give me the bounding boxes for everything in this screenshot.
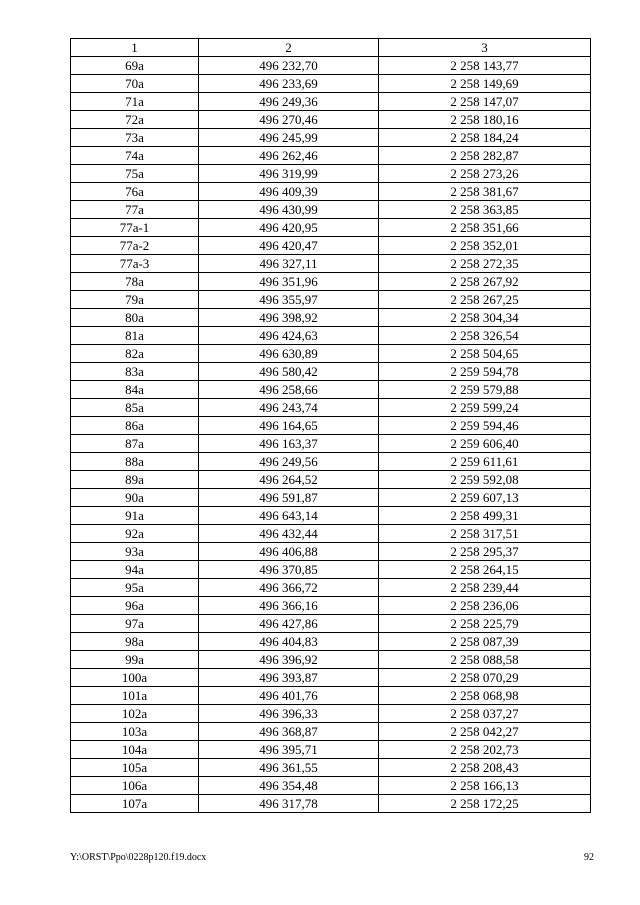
table-row	[71, 777, 591, 795]
coord-y-cell: 2 259 592,08	[379, 471, 591, 489]
coord-x-cell: 496 245,99	[199, 129, 379, 147]
footer-page-number: 92	[584, 852, 594, 863]
coord-x-cell: 496 370,85	[199, 561, 379, 579]
coord-y-cell: 2 258 267,92	[379, 273, 591, 291]
table-row	[71, 435, 591, 453]
coord-y-cell: 2 259 611,61	[379, 453, 591, 471]
table-row	[71, 687, 591, 705]
coord-y-cell: 2 258 202,73	[379, 741, 591, 759]
table-row	[71, 147, 591, 165]
coord-y-cell: 2 258 042,27	[379, 723, 591, 741]
point-id-cell: 98а	[71, 633, 199, 651]
coord-y-cell: 2 258 070,29	[379, 669, 591, 687]
point-id-cell: 74а	[71, 147, 199, 165]
coord-x-cell: 496 355,97	[199, 291, 379, 309]
footer-file-path: Y:\ORST\Ppo\0228p120.f19.docx	[70, 852, 207, 863]
table-row	[71, 561, 591, 579]
coord-y-cell: 2 258 037,27	[379, 705, 591, 723]
coord-x-cell: 496 258,66	[199, 381, 379, 399]
table-row	[71, 183, 591, 201]
point-id-cell: 97а	[71, 615, 199, 633]
coord-x-cell: 496 404,83	[199, 633, 379, 651]
table-row	[71, 129, 591, 147]
coord-y-cell: 2 258 282,87	[379, 147, 591, 165]
coord-y-cell: 2 258 087,39	[379, 633, 591, 651]
point-id-cell: 85а	[71, 399, 199, 417]
table-row	[71, 273, 591, 291]
table-row	[71, 237, 591, 255]
table-row	[71, 417, 591, 435]
coord-y-cell: 2 258 184,24	[379, 129, 591, 147]
coord-y-cell: 2 258 068,98	[379, 687, 591, 705]
point-id-cell: 79а	[71, 291, 199, 309]
coord-x-cell: 496 368,87	[199, 723, 379, 741]
table-row	[71, 165, 591, 183]
coord-x-cell: 496 432,44	[199, 525, 379, 543]
coord-x-cell: 496 420,95	[199, 219, 379, 237]
point-id-cell: 104а	[71, 741, 199, 759]
coord-y-cell: 2 258 504,65	[379, 345, 591, 363]
point-id-cell: 73а	[71, 129, 199, 147]
point-id-cell: 87а	[71, 435, 199, 453]
table-row	[71, 471, 591, 489]
coord-y-cell: 2 259 594,46	[379, 417, 591, 435]
point-id-cell: 91а	[71, 507, 199, 525]
coord-y-cell: 2 259 579,88	[379, 381, 591, 399]
table-row	[71, 579, 591, 597]
coord-x-cell: 496 164,65	[199, 417, 379, 435]
point-id-cell: 105а	[71, 759, 199, 777]
table-row	[71, 669, 591, 687]
coord-x-cell: 496 232,70	[199, 57, 379, 75]
table-row	[71, 651, 591, 669]
coord-y-cell: 2 259 606,40	[379, 435, 591, 453]
coord-x-cell: 496 354,48	[199, 777, 379, 795]
coord-x-cell: 496 409,39	[199, 183, 379, 201]
coord-y-cell: 2 258 326,54	[379, 327, 591, 345]
table-row	[71, 633, 591, 651]
coord-x-cell: 496 319,99	[199, 165, 379, 183]
coord-x-cell: 496 249,56	[199, 453, 379, 471]
coord-x-cell: 496 591,87	[199, 489, 379, 507]
coord-y-cell: 2 258 351,66	[379, 219, 591, 237]
table-row	[71, 507, 591, 525]
coord-x-cell: 496 420,47	[199, 237, 379, 255]
coord-x-cell: 496 317,78	[199, 795, 379, 813]
point-id-cell: 69а	[71, 57, 199, 75]
coord-y-cell: 2 258 166,13	[379, 777, 591, 795]
table-row	[71, 705, 591, 723]
table-row	[71, 759, 591, 777]
coord-x-cell: 496 427,86	[199, 615, 379, 633]
coord-x-cell: 496 401,76	[199, 687, 379, 705]
point-id-cell: 101а	[71, 687, 199, 705]
point-id-cell: 76а	[71, 183, 199, 201]
column-header-3: 3	[379, 39, 591, 57]
coord-y-cell: 2 258 499,31	[379, 507, 591, 525]
coord-x-cell: 496 643,14	[199, 507, 379, 525]
table-row	[71, 453, 591, 471]
table-row	[71, 723, 591, 741]
coord-y-cell: 2 258 149,69	[379, 75, 591, 93]
coord-y-cell: 2 258 088,58	[379, 651, 591, 669]
coord-y-cell: 2 258 236,06	[379, 597, 591, 615]
coord-x-cell: 496 262,46	[199, 147, 379, 165]
table-row	[71, 327, 591, 345]
coord-y-cell: 2 258 172,25	[379, 795, 591, 813]
coord-x-cell: 496 163,37	[199, 435, 379, 453]
coord-x-cell: 496 233,69	[199, 75, 379, 93]
point-id-cell: 86а	[71, 417, 199, 435]
coord-x-cell: 496 393,87	[199, 669, 379, 687]
coord-y-cell: 2 258 267,25	[379, 291, 591, 309]
table-row	[71, 255, 591, 273]
table-row	[71, 741, 591, 759]
coord-x-cell: 496 249,36	[199, 93, 379, 111]
coord-x-cell: 496 396,92	[199, 651, 379, 669]
point-id-cell: 92а	[71, 525, 199, 543]
point-id-cell: 77а	[71, 201, 199, 219]
coord-y-cell: 2 259 599,24	[379, 399, 591, 417]
table-row	[71, 543, 591, 561]
point-id-cell: 83а	[71, 363, 199, 381]
table-row	[71, 201, 591, 219]
point-id-cell: 80а	[71, 309, 199, 327]
point-id-cell: 77а-1	[71, 219, 199, 237]
coord-y-cell: 2 258 147,07	[379, 93, 591, 111]
coord-y-cell: 2 258 208,43	[379, 759, 591, 777]
table-row	[71, 309, 591, 327]
table-row	[71, 363, 591, 381]
coord-y-cell: 2 258 180,16	[379, 111, 591, 129]
point-id-cell: 106а	[71, 777, 199, 795]
table-row	[71, 615, 591, 633]
coord-x-cell: 496 361,55	[199, 759, 379, 777]
table-row	[71, 525, 591, 543]
coord-x-cell: 496 243,74	[199, 399, 379, 417]
point-id-cell: 95а	[71, 579, 199, 597]
point-id-cell: 75а	[71, 165, 199, 183]
column-header-2: 2	[199, 39, 379, 57]
point-id-cell: 82а	[71, 345, 199, 363]
point-id-cell: 99а	[71, 651, 199, 669]
coord-x-cell: 496 270,46	[199, 111, 379, 129]
coord-x-cell: 496 406,88	[199, 543, 379, 561]
coord-x-cell: 496 396,33	[199, 705, 379, 723]
coord-y-cell: 2 258 273,26	[379, 165, 591, 183]
point-id-cell: 84а	[71, 381, 199, 399]
column-header-1: 1	[71, 39, 199, 57]
coord-x-cell: 496 398,92	[199, 309, 379, 327]
point-id-cell: 94а	[71, 561, 199, 579]
point-id-cell: 71а	[71, 93, 199, 111]
coord-y-cell: 2 258 295,37	[379, 543, 591, 561]
table-row	[71, 597, 591, 615]
point-id-cell: 81а	[71, 327, 199, 345]
table-header-row	[71, 39, 591, 57]
point-id-cell: 90а	[71, 489, 199, 507]
table-row	[71, 111, 591, 129]
table-row	[71, 75, 591, 93]
coord-x-cell: 496 630,89	[199, 345, 379, 363]
coord-y-cell: 2 258 363,85	[379, 201, 591, 219]
table-body	[71, 57, 591, 813]
table-row	[71, 57, 591, 75]
point-id-cell: 78а	[71, 273, 199, 291]
point-id-cell: 107а	[71, 795, 199, 813]
point-id-cell: 77а-3	[71, 255, 199, 273]
coord-y-cell: 2 258 381,67	[379, 183, 591, 201]
point-id-cell: 102а	[71, 705, 199, 723]
point-id-cell: 103а	[71, 723, 199, 741]
coord-y-cell: 2 258 272,35	[379, 255, 591, 273]
table-row	[71, 399, 591, 417]
point-id-cell: 77а-2	[71, 237, 199, 255]
point-id-cell: 96а	[71, 597, 199, 615]
point-id-cell: 93а	[71, 543, 199, 561]
coord-y-cell: 2 259 594,78	[379, 363, 591, 381]
table-row	[71, 219, 591, 237]
coord-y-cell: 2 258 317,51	[379, 525, 591, 543]
point-id-cell: 88а	[71, 453, 199, 471]
coord-y-cell: 2 258 239,44	[379, 579, 591, 597]
point-id-cell: 100а	[71, 669, 199, 687]
coord-y-cell: 2 258 143,77	[379, 57, 591, 75]
table-row	[71, 93, 591, 111]
coord-x-cell: 496 424,63	[199, 327, 379, 345]
coord-x-cell: 496 366,16	[199, 597, 379, 615]
coord-x-cell: 496 366,72	[199, 579, 379, 597]
coord-x-cell: 496 327,11	[199, 255, 379, 273]
table-row	[71, 381, 591, 399]
table-row	[71, 489, 591, 507]
coord-y-cell: 2 258 352,01	[379, 237, 591, 255]
point-id-cell: 72а	[71, 111, 199, 129]
table-row	[71, 291, 591, 309]
coordinates-table	[70, 38, 591, 813]
coord-x-cell: 496 580,42	[199, 363, 379, 381]
coord-y-cell: 2 258 225,79	[379, 615, 591, 633]
table-row	[71, 795, 591, 813]
coord-y-cell: 2 258 304,34	[379, 309, 591, 327]
coord-x-cell: 496 351,96	[199, 273, 379, 291]
coord-y-cell: 2 258 264,15	[379, 561, 591, 579]
table-row	[71, 345, 591, 363]
point-id-cell: 89а	[71, 471, 199, 489]
coord-x-cell: 496 395,71	[199, 741, 379, 759]
coord-x-cell: 496 264,52	[199, 471, 379, 489]
coord-y-cell: 2 259 607,13	[379, 489, 591, 507]
coord-x-cell: 496 430,99	[199, 201, 379, 219]
point-id-cell: 70а	[71, 75, 199, 93]
